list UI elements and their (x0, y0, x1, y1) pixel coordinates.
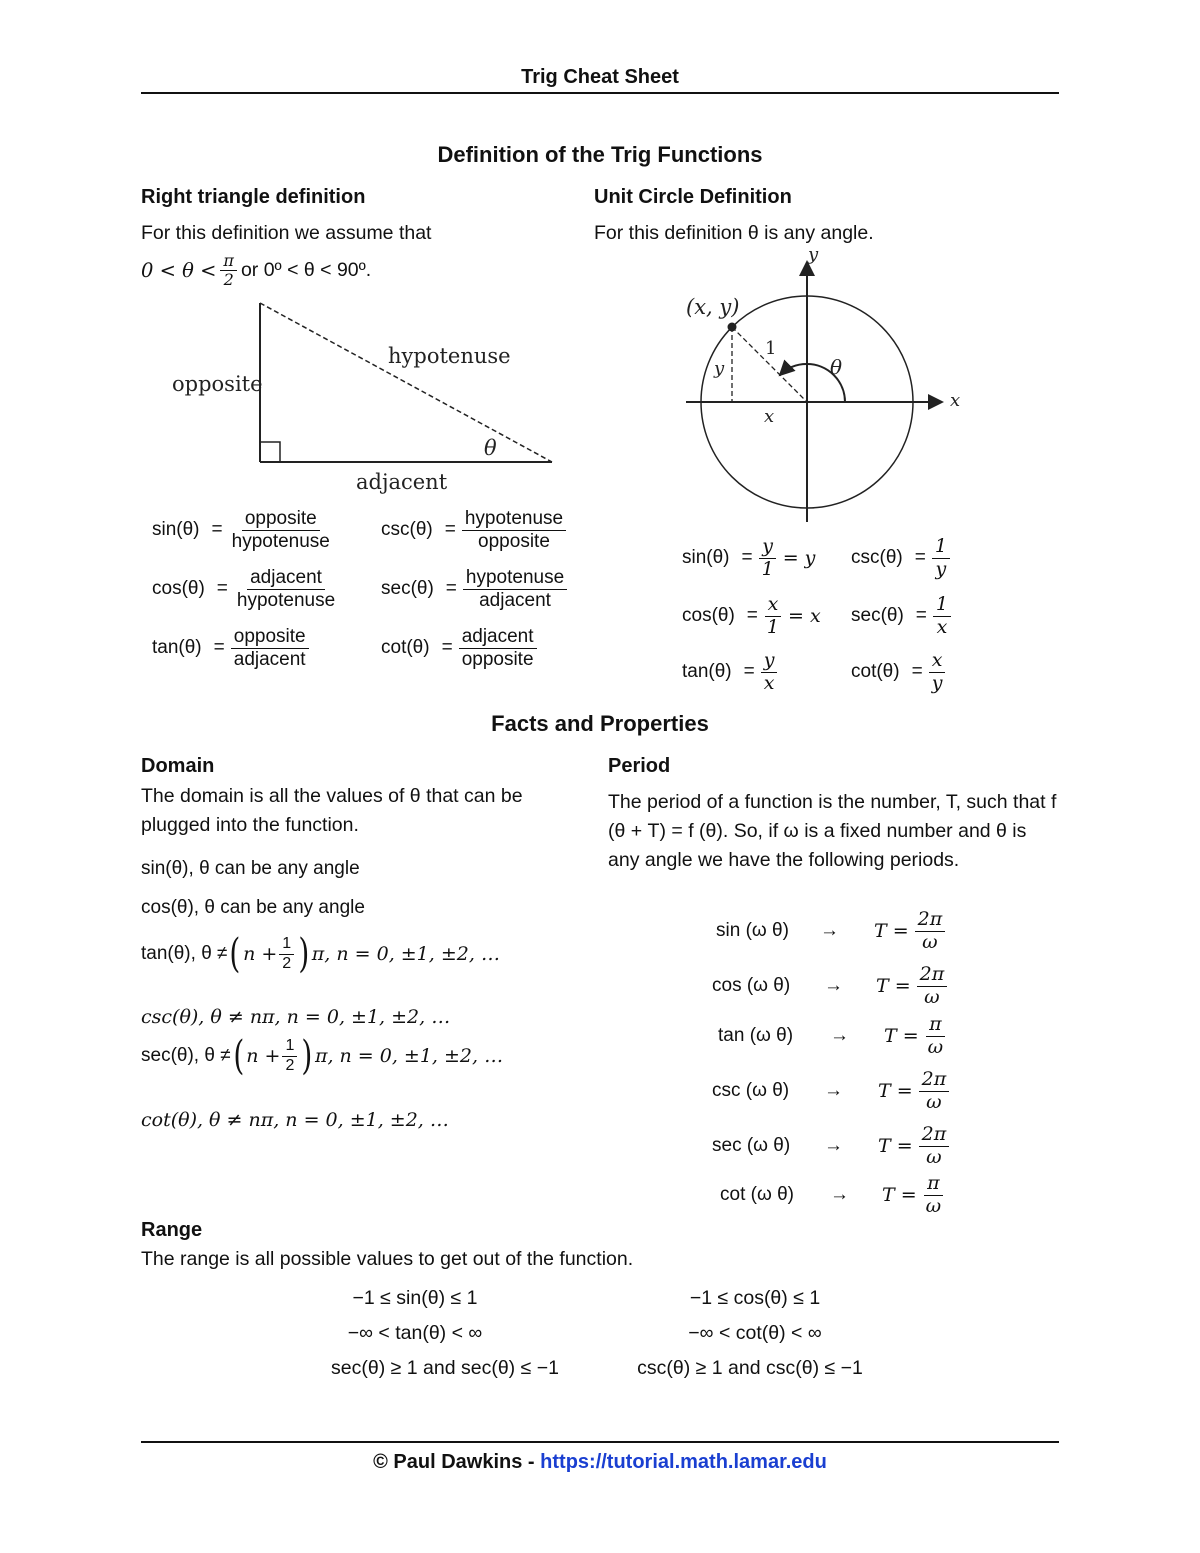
angle-condition: 0 < θ < $\frac{\pi}{2}$ or 0º < θ < 90º. (141, 251, 372, 290)
unit-circle-diagram (670, 244, 970, 529)
range-sec: sec(θ) ≥ 1 and sec(θ) ≤ −1 (331, 1357, 559, 1379)
uc-sin-formula: sin(θ) = $\frac{y}{1}$ = y (682, 535, 816, 580)
uc-sec-formula: sec(θ) = $\frac{1}{x}$ (851, 594, 951, 639)
unit-circle-heading: Unit Circle Definition (594, 186, 792, 208)
domain-heading: Domain (141, 755, 215, 777)
range-csc: csc(θ) ≥ 1 and csc(θ) ≤ −1 (637, 1357, 863, 1379)
rt-cot-formula: cot(θ) = $\frac{\text{adjacent}}{\text{opposite}}$ (381, 626, 537, 671)
domain-tan: tan(θ), θ ≠ ( n + $\frac{1}{2}$ ) π, n = 0, ±1, ±2, … (141, 931, 500, 977)
right-triangle-intro: For this definition we assume that (141, 222, 432, 244)
unit-circle-intro: For this definition θ is any angle. (594, 222, 874, 244)
range-cos: −1 ≤ cos(θ) ≤ 1 (689, 1287, 821, 1309)
range-cot: −∞ < cot(θ) < ∞ (688, 1322, 822, 1344)
uc-tan-formula: tan(θ) = $\frac{y}{x}$ (682, 650, 777, 695)
period-heading: Period (608, 755, 671, 777)
period-cos: cos (ω θ) → T = $\frac{2\pi}{\omega}$ (712, 964, 947, 1009)
domain-csc: csc(θ), θ ≠ nπ, n = 0, ±1, ±2, … (141, 1006, 451, 1028)
right-triangle-diagram (160, 295, 580, 500)
period-csc: csc (ω θ) → T = $\frac{2\pi}{\omega}$ (712, 1069, 949, 1114)
period-sec: sec (ω θ) → T = $\frac{2\pi}{\omega}$ (712, 1124, 949, 1169)
footer-author: © Paul Dawkins - (373, 1451, 541, 1473)
domain-sin: sin(θ), θ can be any angle (141, 858, 360, 879)
uc-cos-formula: cos(θ) = $\frac{x}{1}$ = x (682, 593, 821, 638)
domain-cos: cos(θ), θ can be any angle (141, 897, 365, 918)
period-tan: tan (ω θ) → T = $\frac{\pi}{\omega}$ (718, 1013, 944, 1058)
domain-cot: cot(θ), θ ≠ nπ, n = 0, ±1, ±2, … (141, 1109, 449, 1131)
x-axis-label: x (950, 390, 961, 411)
point-label: (x, y) (686, 295, 740, 319)
circle-theta-label: θ (830, 355, 843, 379)
uc-csc-formula: csc(θ) = $\frac{1}{y}$ (851, 536, 950, 581)
rt-csc-formula: csc(θ) = $\frac{\text{hypotenuse}}{\text{opposite}}$ (381, 508, 566, 553)
x-length-label: x (764, 406, 775, 427)
page-header-title: Trig Cheat Sheet (521, 66, 679, 88)
section-title-definitions: Definition of the Trig Functions (437, 142, 763, 167)
range-text: The range is all possible values to get out of the function. (141, 1248, 634, 1270)
rt-tan-formula: tan(θ) = $\frac{\text{opposite}}{\text{adjacent}}$ (152, 626, 309, 671)
right-triangle-heading: Right triangle definition (141, 186, 366, 208)
uc-cot-formula: cot(θ) = $\frac{x}{y}$ (851, 650, 945, 695)
domain-text: The domain is all the values of θ that can be plugged into the function. (141, 785, 523, 836)
y-length-label: y (714, 358, 725, 379)
rt-sec-formula: sec(θ) = $\frac{\text{hypotenuse}}{\text{adjacent}}$ (381, 567, 567, 612)
section-title-facts: Facts and Properties (491, 711, 709, 736)
opposite-label: opposite (172, 372, 263, 396)
hypotenuse-label: hypotenuse (388, 344, 511, 368)
period-cot: cot (ω θ) → T = $\frac{\pi}{\omega}$ (720, 1172, 942, 1217)
footer-rule (141, 1441, 1059, 1443)
header-rule (141, 92, 1059, 94)
range-sin: −1 ≤ sin(θ) ≤ 1 (352, 1287, 478, 1309)
theta-label: θ (484, 436, 497, 460)
range-heading: Range (141, 1219, 203, 1241)
rt-sin-formula: sin(θ) = $\frac{\text{opposite}}{\text{hypotenuse}}$ (152, 508, 330, 552)
domain-sec: sec(θ), θ ≠ ( n + $\frac{1}{2}$ ) π, n = 0, ±1, ±2, … (141, 1033, 504, 1079)
radius-label: 1 (765, 338, 777, 359)
period-sin: sin (ω θ) → T = $\frac{2\pi}{\omega}$ (716, 909, 945, 954)
y-axis-label: y (808, 244, 819, 265)
footer-link[interactable]: https://tutorial.math.lamar.edu (540, 1451, 827, 1473)
page-footer (0, 1451, 1200, 1474)
range-tan: −∞ < tan(θ) < ∞ (347, 1322, 483, 1344)
adjacent-label: adjacent (356, 470, 448, 494)
rt-cos-formula: cos(θ) = $\frac{\text{adjacent}}{\text{hypotenuse}}$ (152, 567, 336, 611)
period-text: The period of a function is the number, T, such that f (θ + T) = f (θ). So, if ω is a fixed number and θ is any angle we have the following periods. (608, 791, 1057, 871)
